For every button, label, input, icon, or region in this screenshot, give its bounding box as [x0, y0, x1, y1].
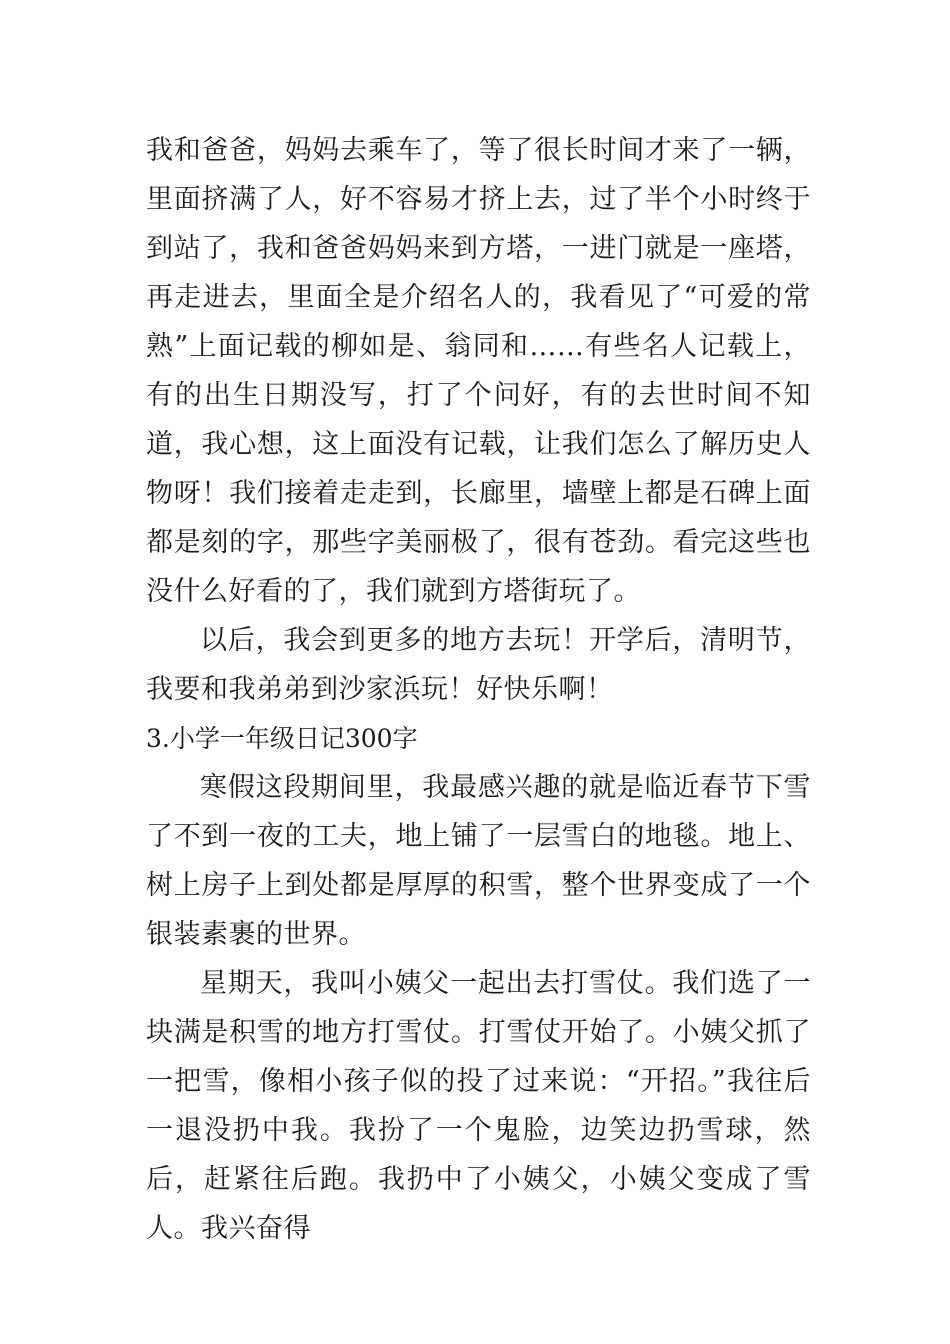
- section-heading: 3.小学一年级日记300字: [146, 724, 418, 753]
- paragraph-future-plans: 以后，我会到更多的地方去玩！开学后，清明节，我要和我弟弟到沙家浜玩！好快乐啊！: [146, 625, 811, 705]
- paragraph-trip-to-fangta: 我和爸爸，妈妈去乘车了，等了很长时间才来了一辆，里面挤满了人，好不容易才挤上去，过了半个小时终于到站了，我和爸爸妈妈来到方塔，一进门就是一座塔，再走进去，里面全是介绍名人的，我看见了“可爱的常熟”上面记载的柳如是、翁同和……有些名人记载上，有的出生日期没写，打了个问好，有的去世时间不知道，我心想，这上面没有记载，让我们怎么了解历史人物呀！我们接着走走到，长廊里，墙壁上都是石碑上面都是刻的字，那些字美丽极了，很有苍劲。看完这些也没什么好看的了，我们就到方塔街玩了。: [146, 135, 811, 607]
- paragraph-winter-snow: 寒假这段期间里，我最感兴趣的就是临近春节下雪了不到一夜的工夫，地上铺了一层雪白的地毯。地上、树上房子上到处都是厚厚的积雪，整个世界变成了一个银装素裹的世界。: [146, 772, 811, 950]
- document-body: [146, 126, 811, 1253]
- paragraph-snowball-fight: 星期天，我叫小姨父一起出去打雪仗。我们选了一块满是积雪的地方打雪仗。打雪仗开始了。小姨父抓了一把雪，像相小孩子似的投了过来说：“开招。”我往后一退没扔中我。我扮了一个鬼脸，边笑边扔雪球，然后，赶紧往后跑。我扔中了小姨父，小姨父变成了雪人。我兴奋得: [146, 968, 811, 1244]
